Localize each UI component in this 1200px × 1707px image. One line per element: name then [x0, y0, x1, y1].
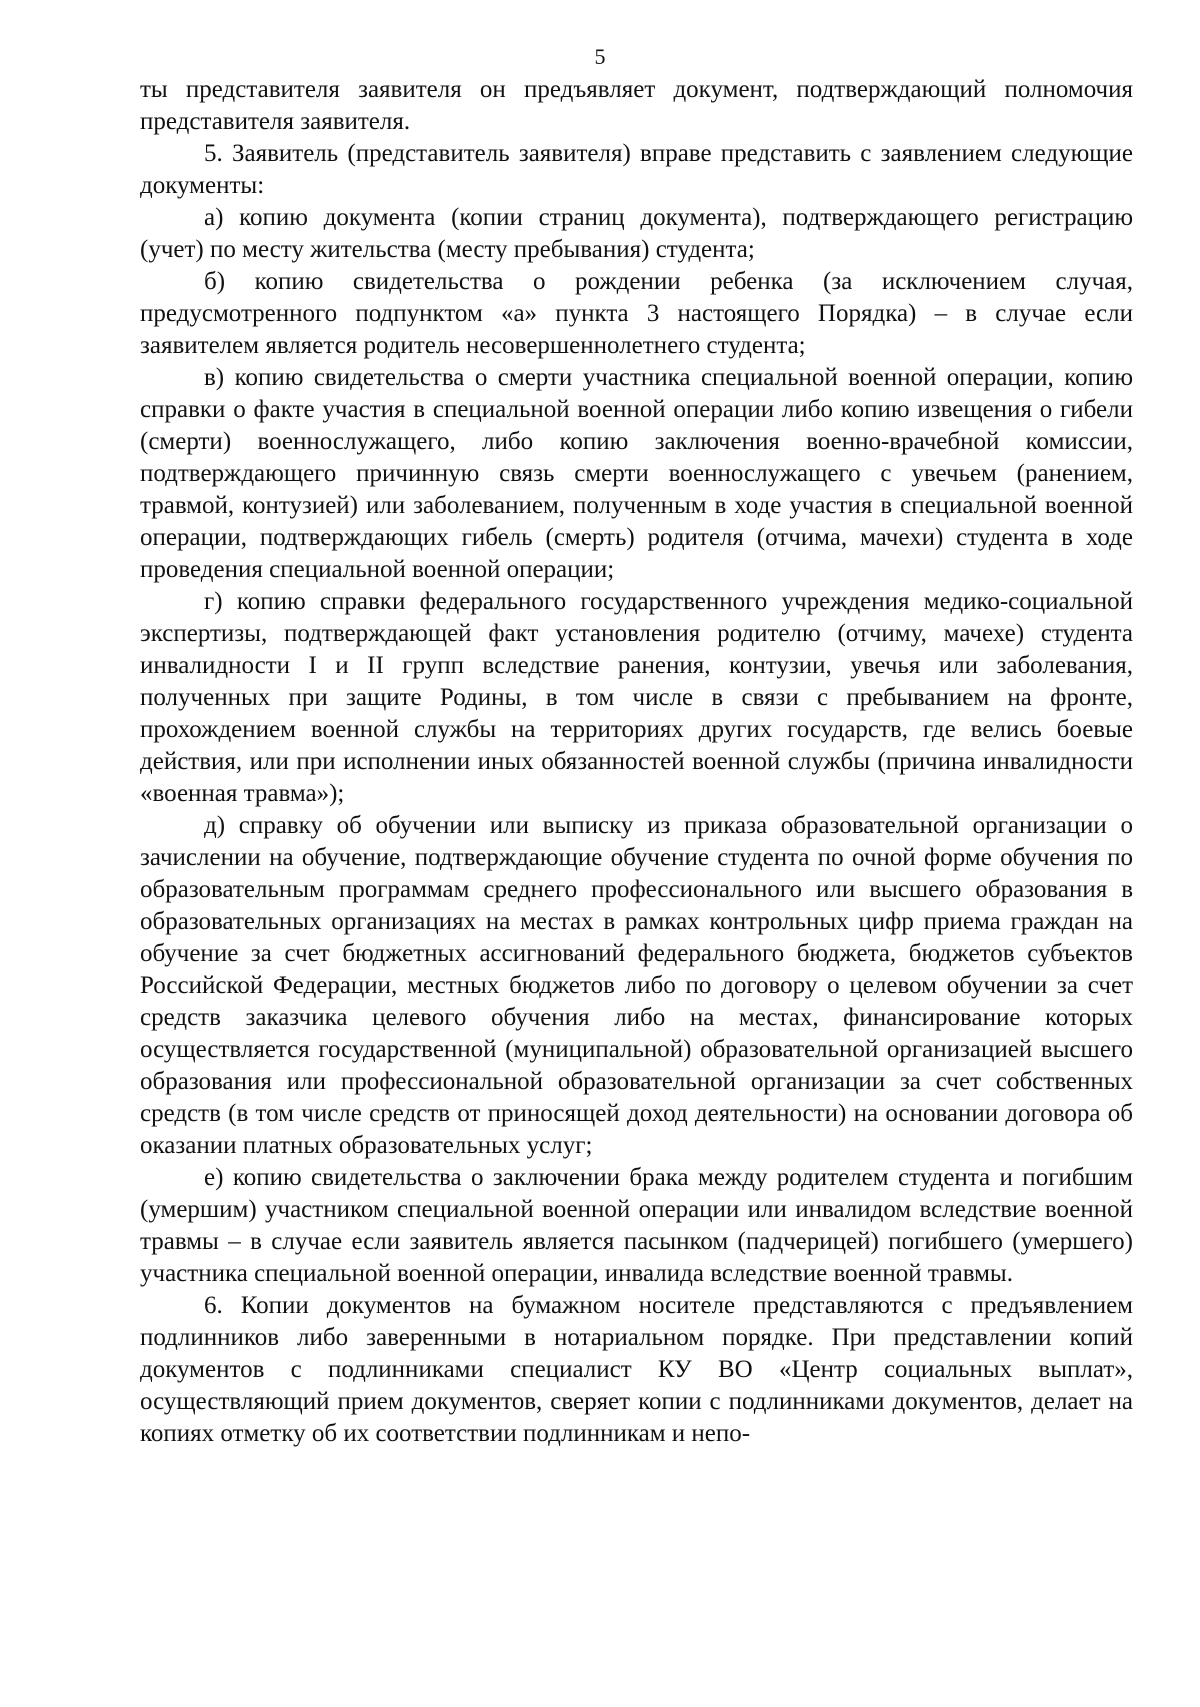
paragraph-item-5v: в) копию свидетельства о смерти участника специальной военной операции, копию справки о факте участия в специальной военной операции либо копию извещения о гибели (смерти) военнослужащего, либо копию заключения военно-врачебной комиссии, подтверждающего причинную связь смерти военнослужащего с увечьем (ранением, травмой, контузией) или заболеванием, полученным в ходе участия в специальной военной операции, подтверждающих гибель (смерть) родителя (отчима, мачехи) студента в ходе проведения специальной военной операции; [140, 364, 1133, 583]
paragraph-continuation: ты представителя заявителя он предъявляет документ, подтверждающий полномочия представителя заявителя. [140, 76, 1133, 135]
paragraph-item-5: 5. Заявитель (представитель заявителя) вправе представить с заявлением следующие документы: [140, 140, 1133, 199]
paragraph-item-5e: е) копию свидетельства о заключении брака между родителем студента и погибшим (умершим) участником специальной военной операции или инвалидом вследствие военной травмы – в случае если заявитель является пасынком (падчерицей) погибшего (умершего) участника специальной военной операции, инвалида вследствие военной травмы. [140, 1164, 1133, 1287]
paragraph-item-5g: г) копию справки федерального государственного учреждения медико-социальной экспертизы, подтверждающей факт установления родителю (отчиму, мачехе) студента инвалидности I и II групп вследствие ранения, контузии, увечья или заболевания, полученных при защите Родины, в том числе в связи с пребыванием на фронте, прохождением военной службы на территориях других государств, где велись боевые действия, или при исполнении иных обязанностей военной службы (причина инвалидности «военная травма»); [140, 588, 1133, 807]
document-body [140, 74, 1133, 1450]
paragraph-item-5d: д) справку об обучении или выписку из приказа образовательной организации о зачислении на обучение, подтверждающие обучение студента по очной форме обучения по образовательным программам среднего профессионального или высшего образования в образовательных организациях на местах в рамках контрольных цифр приема граждан на обучение за счет бюджетных ассигнований федерального бюджета, бюджетов субъектов Российской Федерации, местных бюджетов либо по договору о целевом обучении за счет средств заказчика целевого обучения либо на местах, финансирование которых осуществляется государственной (муниципальной) образовательной организацией высшего образования или профессиональной образовательной организации за счет собственных средств (в том числе средств от приносящей доход деятельности) на основании договора об оказании платных образовательных услуг; [140, 812, 1133, 1159]
paragraph-item-6: 6. Копии документов на бумажном носителе представляются с предъявлением подлинников либо заверенными в нотариальном порядке. При представлении копий документов с подлинниками специалист КУ ВО «Центр социальных выплат», осуществляющий прием документов, сверяет копии с подлинниками документов, делает на копиях отметку об их соответствии подлинникам и непо- [140, 1292, 1133, 1447]
paragraph-item-5a: а) копию документа (копии страниц документа), подтверждающего регистрацию (учет) по месту жительства (месту пребывания) студента; [140, 204, 1133, 263]
paragraph-item-5b: б) копию свидетельства о рождении ребенка (за исключением случая, предусмотренного подпунктом «а» пункта 3 настоящего Порядка) – в случае если заявителем является родитель несовершеннолетнего студента; [140, 268, 1133, 359]
page-number: 5 [594, 44, 606, 69]
